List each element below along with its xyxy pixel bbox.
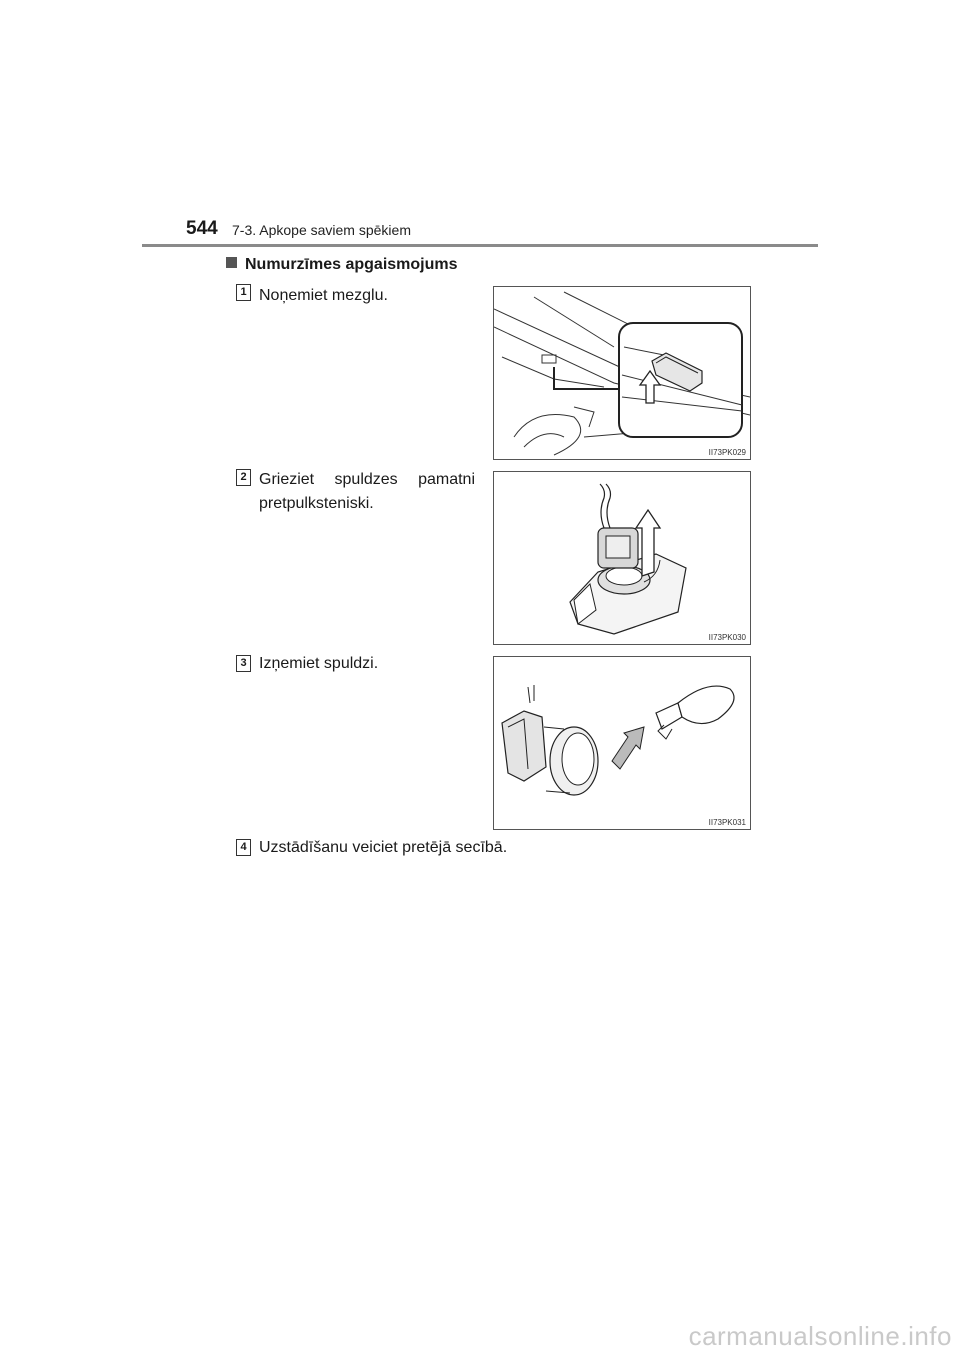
- section-title: [226, 256, 458, 274]
- step-text-3: Izņemiet spuldzi.: [259, 655, 379, 672]
- step-number-2: 2: [236, 469, 251, 486]
- step-number-1: 1: [236, 284, 251, 301]
- step-number-4: 4: [236, 839, 251, 856]
- figure-code: II73PK031: [708, 818, 746, 827]
- bulb-socket-rotation-illustration: [494, 472, 750, 644]
- step-number-3: 3: [236, 655, 251, 672]
- footer-watermark: carmanualsonline.info: [688, 1321, 952, 1351]
- figure-code: II73PK029: [708, 448, 746, 457]
- step-text-2-line1: Grieziet spuldzes pamatni: [259, 471, 475, 488]
- step-text-1: Noņemiet mezglu.: [259, 287, 388, 304]
- square-bullet-icon: [226, 257, 237, 268]
- bulb-removal-illustration: [494, 657, 750, 829]
- license-lamp-assembly-illustration: [494, 287, 750, 459]
- step-text-4: Uzstādīšanu veiciet pretējā secībā.: [259, 839, 508, 856]
- figure-remove-bulb: [493, 656, 751, 830]
- figure-code: II73PK030: [708, 633, 746, 642]
- step-text-2-line2: pretpulksteniski.: [259, 495, 374, 512]
- figure-remove-assembly: [493, 286, 751, 460]
- figure-rotate-bulb-base: [493, 471, 751, 645]
- chapter-title: 7-3. Apkope saviem spēkiem: [232, 222, 411, 238]
- header-rule: [142, 244, 818, 247]
- step-text-2: [259, 468, 475, 516]
- section-title-text: Numurzīmes apgaismojums: [245, 256, 458, 273]
- page-number: 544: [186, 218, 218, 239]
